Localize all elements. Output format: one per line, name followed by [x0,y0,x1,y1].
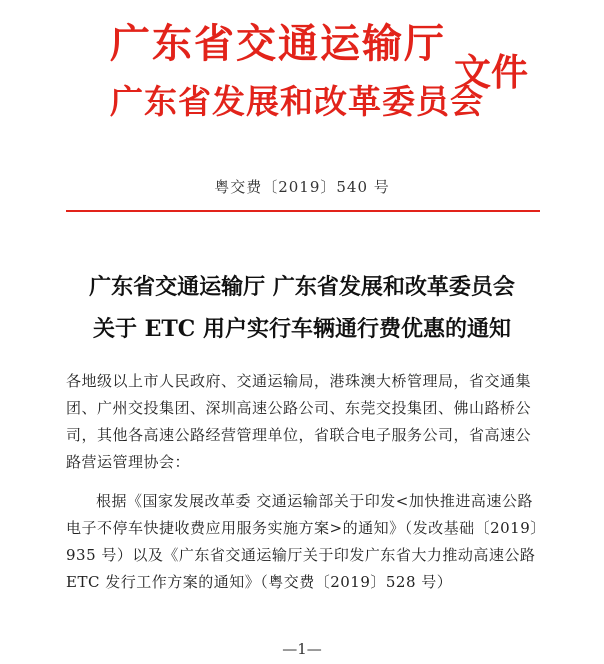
document-title-line-2: 关于 ETC 用户实行车辆通行费优惠的通知 [93,316,511,342]
agency-name-transport: 广东省交通运输厅 [110,21,446,67]
addressee-paragraph: 各地级以上市人民政府、交通运输局，港珠澳大桥管理局，省交通集团、广州交投集团、深圳高速公路公司、东莞交投集团、佛山路桥公司，其他各高速公路经营管理单位，省联合电子服务公司，省高速公路营运管理协会： [66,372,532,471]
document-number: 粤交费〔2019〕540 号 [214,178,390,196]
header-divider [66,210,540,212]
document-title-line-1: 广东省交通运输厅 广东省发展和改革委员会 [89,274,515,300]
body-paragraph: 根据《国家发展改革委 交通运输部关于印发<加快推进高速公路电子不停车快捷收费应用服务实施方案>的通知》（发改基础〔2019〕935 号）以及《广东省交通运输厅关于印发广东省大力推动高速公路 ETC 发行工作方案的通知》（粤交费〔2019〕528 号） [66,492,546,591]
agency-name-development: 广东省发展和改革委员会 [110,82,484,121]
page-number: —1— [282,640,322,658]
document-type-label: 文件 [454,51,528,94]
